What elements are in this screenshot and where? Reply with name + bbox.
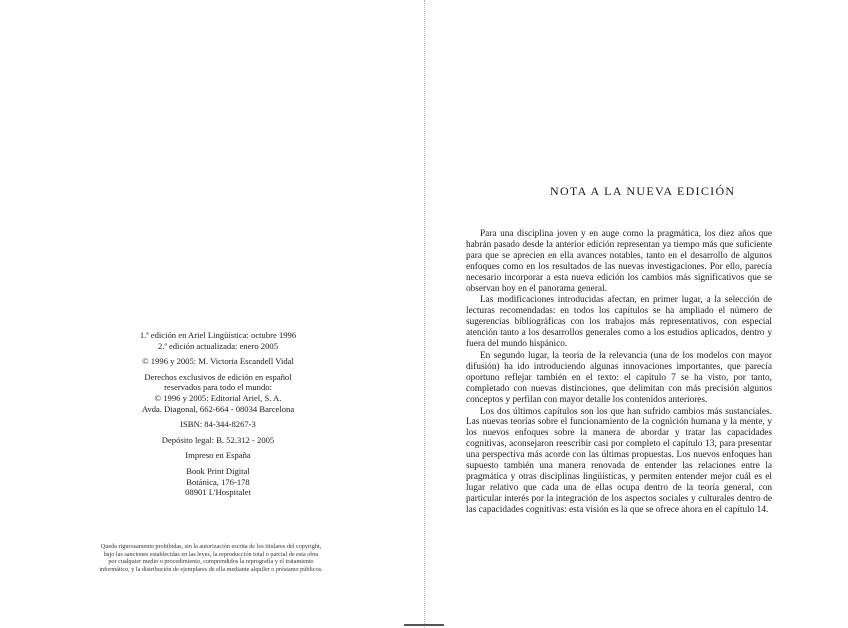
legal-line: bajo las sanciones establecidas en las leyes, la reproducción total o parcial de esta obra (103, 550, 319, 558)
imprint-line: © 1996 y 2005: Editorial Ariel, S. A. (154, 392, 282, 403)
paragraph: Las modificaciones introducidas afectan, en primer lugar, a la selección de lecturas recomendadas: en todos los capítulos se ha ampliado el número de sugerencias bibliográficas con los trabajos más representativos, con especial atención tanto a los desarrollos generales como a los estudios aplicados, dentro y fuera del mundo hispánico. (466, 295, 772, 350)
paragraph: Para una disciplina joven y en auge como la pragmática, los diez años que habrán pasado desde la anterior edición representan ya tiempo más que suficiente para que se aprecien en ella avances notables, tanto en el desarrollo de algunos enfoques como en los resultados de las nuevas investigaciones. Por ello, parecía necesario incorporar a esta nueva edición los cambios más significativos que se observan hoy en el panorama general. (466, 229, 772, 294)
legal-notice (50, 543, 372, 573)
legal-deposit: Depósito legal: B. 52.312 - 2005 (161, 434, 275, 445)
isbn: ISBN: 84-344-8267-3 (180, 419, 256, 430)
body-text (466, 229, 772, 517)
imprint-line: 1.ª edición en Ariel Lingüística: octubre 1996 (139, 330, 297, 340)
printer-line: 08901 L'Hospitalet (185, 487, 251, 498)
legal-line: por cualquier medio o procedimiento, comprendidos la reprografía y el tratamiento (108, 558, 314, 566)
legal-line: informático, y la distribución de ejemplares de ella mediante alquiler o préstamo públicos. (99, 565, 323, 573)
imprint-line: Avda. Diagonal, 662-664 - 08034 Barcelona (141, 403, 295, 414)
printed-in: Impreso en España (185, 450, 251, 461)
imprint-block (118, 330, 318, 498)
imprint-line: 2.ª edición actualizada: enero 2005 (157, 340, 278, 351)
printer-line: Botánica, 176-178 (186, 476, 250, 487)
paragraph: Los dos últimos capítulos son los que han sufrido cambios más sustanciales. Las nuevas teorías sobre el funcionamiento de la cognición humana y la mente, y los nuevos enfoques sobre la manera de abordar y tratar las capacidades cognitivas, aconsejaron reescribir casi por completo el capítulo 13, para presentar una perspectiva más acorde con las últimas propuestas. Los nuevos enfoques han supuesto también una manera renovada de entender las relaciones entre la pragmática y otras disciplinas lingüísticas, y permiten entender mejor cuál es el lugar relativo que cada una de ellas ocupa dentro de la teoría general, con particular interés por la integración de los aspectos sociales y culturales dentro de las capacidades cognitivas: esta visión es la que se ofrece ahora en el capítulo 14. (466, 406, 772, 515)
legal-line: Queda rigurosamente prohibidas, sin la autorización escrita de los titulares del copyright, (100, 543, 322, 550)
imprint-line: © 1996 y 2005: M. Victoria Escandell Vidal (142, 356, 294, 367)
page-title: NOTA A LA NUEVA EDICIÓN (550, 184, 736, 198)
imprint-line: Derechos exclusivos de edición en español (144, 371, 292, 382)
imprint-line: reservados para todo el mundo: (164, 382, 272, 393)
printer-line: Book Print Digital (186, 465, 250, 476)
paragraph: En segundo lugar, la teoría de la relevancia (una de los modelos con mayor difusión) ha ido introduciendo algunas innovaciones importantes, que parecía oportuno reflejar también en el texto: el capítulo 7 se ha visto, por tanto, completado con nuevas distinciones, que delimitan con más precisión algunos conceptos y perfilan con mayor detalle los contenidos anteriores. (466, 350, 772, 405)
